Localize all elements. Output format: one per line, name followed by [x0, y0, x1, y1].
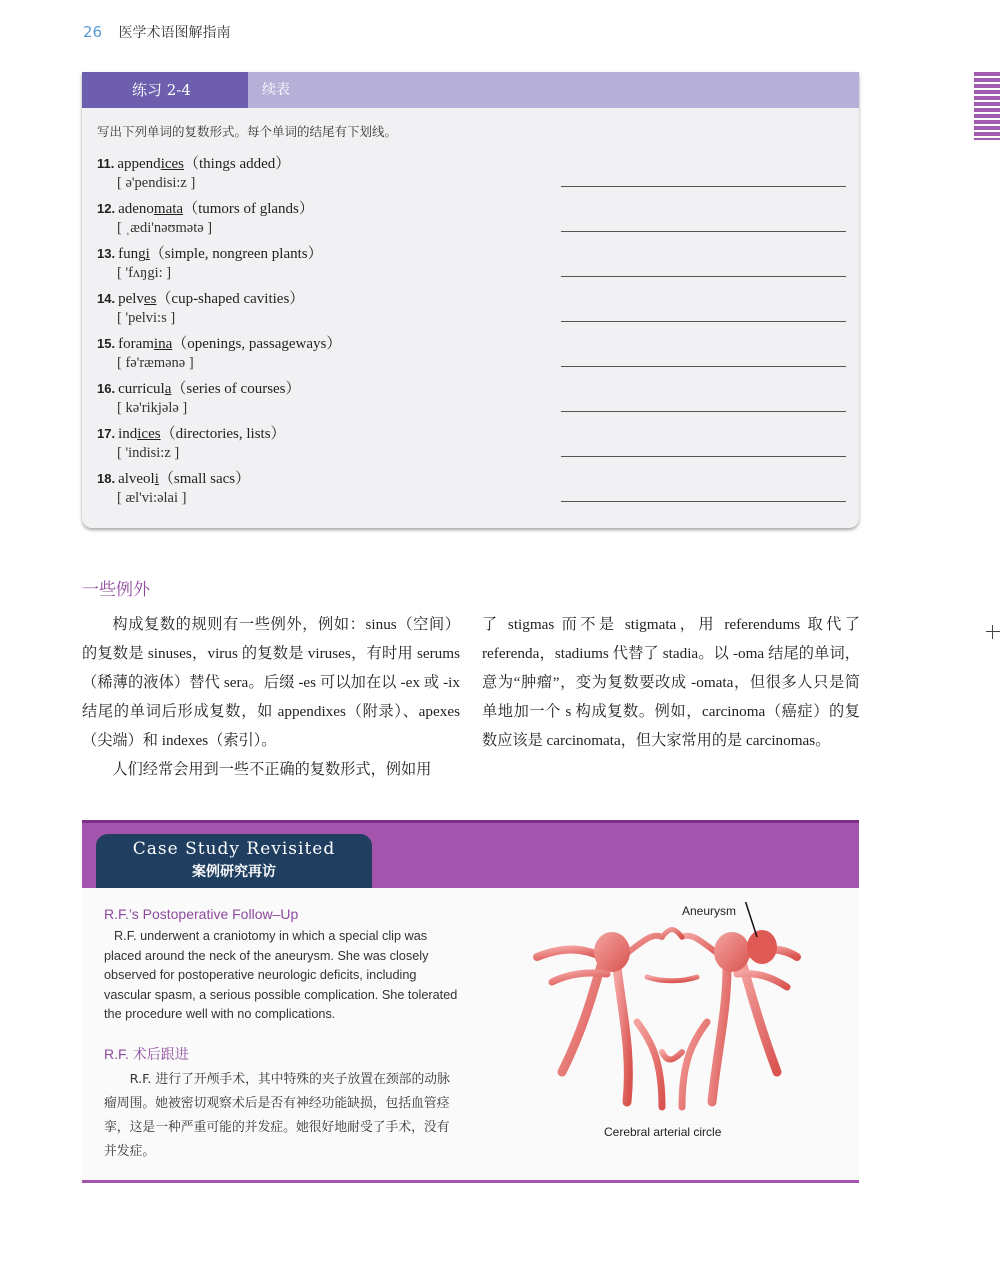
answer-line[interactable] — [561, 321, 846, 322]
item-stem: ind — [118, 426, 138, 442]
body-column-right — [482, 610, 860, 755]
answer-line[interactable] — [561, 366, 846, 367]
item-ending: a — [164, 381, 172, 397]
item-ending: i — [145, 246, 150, 262]
item-stem: adeno — [118, 201, 154, 217]
item-pronunciation: [ fə'ræmənə ] — [117, 355, 194, 371]
answer-line[interactable] — [561, 411, 846, 412]
exercise-item — [97, 422, 847, 466]
item-number: 11. — [97, 156, 115, 171]
body-paragraph: 了 stigmas 而不是 stigmata，用 referendums 取代了 referenda，stadiums 代替了 stadia。以 -oma 结尾的单词，意为“肿瘤”，变为复数要改成 -omata，但很多人只是简单地加一个 s 构成复数。例如，carcinoma（癌症）的复数应该是 carcinomata，但大家常用的是 carcinomas。 — [482, 616, 860, 749]
page-number: 26 — [83, 23, 103, 41]
item-pronunciation: [ 'pelvi:s ] — [117, 310, 176, 326]
item-gloss: （simple, nongreen plants） — [149, 246, 323, 262]
exercise-continued-label: 续表 — [248, 72, 859, 108]
answer-line[interactable] — [561, 186, 846, 187]
item-stem: fung — [118, 246, 146, 262]
chapter-tab-marker — [974, 72, 1000, 140]
item-gloss: （small sacs） — [158, 471, 251, 487]
item-number: 15. — [97, 336, 116, 351]
aneurysm-bulge — [747, 930, 777, 964]
answer-line[interactable] — [561, 501, 846, 502]
body-paragraph: 构成复数的规则有一些例外，例如：sinus（空间）的复数是 sinuses，virus 的复数是 viruses，有时用 serums（稀薄的液体）替代 sera。后缀 -es 可以加在以 -ex 或 -ix 结尾的单词后形成复数，如 appendixes（附录）、apexes（尖端）和 indexes（索引）。 — [82, 616, 460, 749]
section-title: 一些例外 — [82, 580, 150, 600]
item-gloss: （directories, lists） — [160, 426, 286, 442]
exercise-item — [97, 197, 847, 241]
case-study-box — [82, 820, 859, 1183]
item-stem: alveol — [118, 471, 155, 487]
item-gloss: （openings, passageways） — [172, 336, 342, 352]
item-number: 13. — [97, 246, 116, 261]
exercise-box — [82, 72, 859, 528]
item-number: 12. — [97, 201, 116, 216]
item-gloss: （series of courses） — [171, 381, 301, 397]
case-study-bottom-rule — [82, 1180, 859, 1183]
item-pronunciation: [ æl'vi:əlai ] — [117, 490, 187, 506]
case-text-en: R.F. underwent a craniotomy in which a special clip was placed around the neck of the aneurysm. She was closely observed for postoperative neurologic deficits, including vascular spasm, a serious possible complication. She tolerated the procedure well with no complications. — [104, 929, 458, 1021]
item-number: 16. — [97, 381, 116, 396]
item-ending: ices — [160, 156, 185, 172]
case-study-title-en: Case Study Revisited — [132, 839, 336, 859]
answer-line[interactable] — [561, 231, 846, 232]
case-study-title-zh: 案例研究再访 — [192, 864, 276, 880]
item-stem: foram — [118, 336, 154, 352]
exercise-item — [97, 152, 847, 196]
body-column-left — [82, 610, 460, 784]
item-gloss: （things added） — [184, 156, 291, 172]
figure-caption: Cerebral arterial circle — [604, 1125, 722, 1139]
case-heading-en: R.F.’s Postoperative Follow–Up — [104, 906, 299, 922]
case-heading-zh: R.F. 术后跟进 — [104, 1046, 189, 1062]
item-stem: pelv — [118, 291, 144, 307]
exercise-item — [97, 242, 847, 286]
item-stem: append — [117, 156, 161, 172]
page-header — [83, 22, 231, 42]
exercise-item — [97, 332, 847, 376]
crop-mark-icon — [986, 625, 1000, 639]
item-pronunciation: [ 'fʌŋgi: ] — [117, 265, 172, 281]
item-pronunciation: [ ə'pendisi:z ] — [117, 175, 196, 191]
exercise-item — [97, 377, 847, 421]
exercise-item — [97, 287, 847, 331]
book-title: 医学术语图解指南 — [118, 25, 231, 41]
item-gloss: （tumors of glands） — [183, 201, 314, 217]
answer-line[interactable] — [561, 276, 846, 277]
answer-line[interactable] — [561, 456, 846, 457]
case-study-tab — [96, 834, 372, 888]
item-pronunciation: [ kə'rikjələ ] — [117, 400, 188, 416]
item-ending: mata — [153, 201, 184, 217]
item-ending: ices — [137, 426, 161, 442]
exercise-item — [97, 467, 847, 511]
exercise-title: 练习 2-4 — [82, 72, 248, 108]
item-ending: i — [154, 471, 159, 487]
case-text-zh: R.F. 进行了开颅手术，其中特殊的夹子放置在颈部的动脉瘤周围。她被密切观察术后是否有神经功能缺损，包括血管痉挛，这是一种严重可能的并发症。她很好地耐受了手术，没有并发症。 — [104, 1072, 450, 1159]
item-ending: ina — [153, 336, 173, 352]
body-paragraph: 人们经常会用到一些不正确的复数形式，例如用 — [112, 761, 432, 778]
aneurysm-label: Aneurysm — [682, 904, 737, 918]
item-gloss: （cup-shaped cavities） — [156, 291, 305, 307]
item-number: 17. — [97, 426, 116, 441]
exercise-instruction: 写出下列单词的复数形式。每个单词的结尾有下划线。 — [97, 124, 398, 139]
item-stem: curricul — [118, 381, 165, 397]
cerebral-arterial-circle-illustration — [522, 902, 802, 1112]
exercise-header — [82, 72, 859, 108]
item-ending: es — [143, 291, 157, 307]
item-pronunciation: [ 'indisi:z ] — [117, 445, 180, 461]
item-number: 14. — [97, 291, 116, 306]
item-number: 18. — [97, 471, 116, 486]
item-pronunciation: [ ˌædi'nəʊmətə ] — [117, 220, 213, 236]
